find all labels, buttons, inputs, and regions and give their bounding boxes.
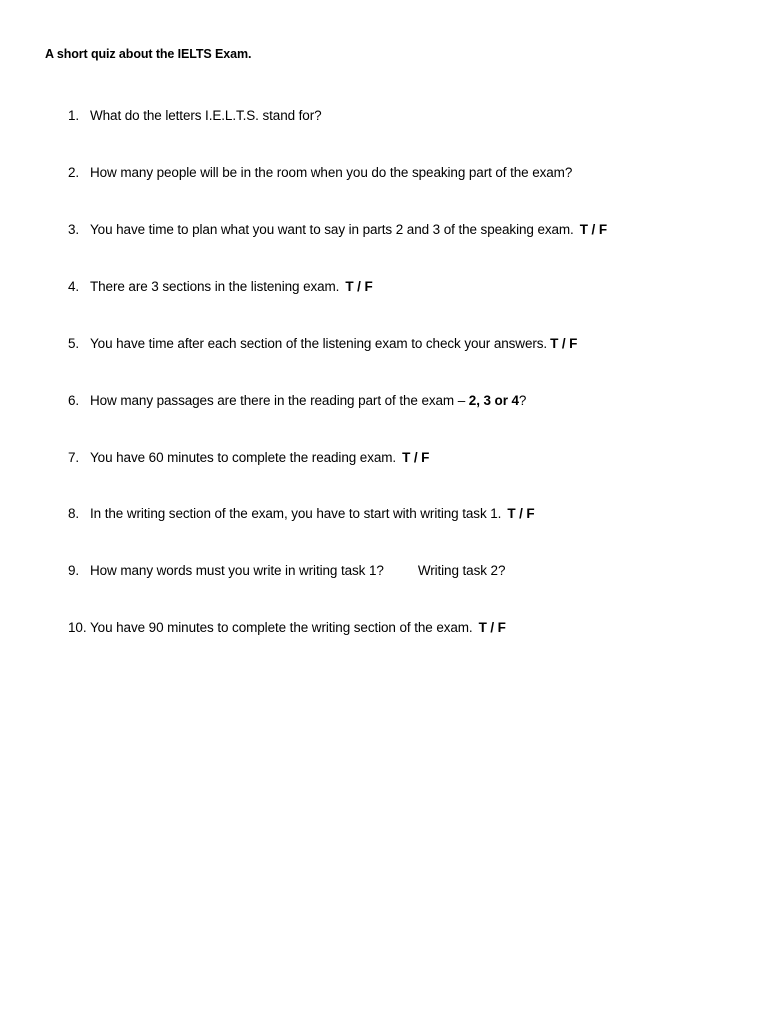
question-2 bbox=[68, 165, 572, 180]
question-number: 1. bbox=[68, 108, 80, 123]
quiz-title: A short quiz about the IELTS Exam. bbox=[45, 47, 252, 61]
true-false-marker: T / F bbox=[402, 450, 430, 465]
question-text: You have 60 minutes to complete the reading exam. bbox=[90, 450, 397, 465]
true-false-marker: T / F bbox=[478, 620, 506, 635]
question-text: How many words must you write in writing task 1? bbox=[90, 563, 384, 578]
true-false-marker: T / F bbox=[550, 336, 578, 351]
question-number: 7. bbox=[68, 450, 80, 465]
question-4 bbox=[68, 279, 373, 294]
question-suffix: ? bbox=[518, 393, 527, 408]
true-false-marker: T / F bbox=[507, 506, 535, 521]
question-number: 10. bbox=[68, 620, 87, 635]
question-number: 2. bbox=[68, 165, 80, 180]
question-3 bbox=[68, 222, 607, 237]
question-number: 9. bbox=[68, 563, 80, 578]
true-false-marker: T / F bbox=[345, 279, 373, 294]
question-6 bbox=[68, 393, 526, 408]
question-7 bbox=[68, 450, 429, 465]
question-text: There are 3 sections in the listening exam. bbox=[90, 279, 340, 294]
question-9 bbox=[68, 563, 505, 578]
question-10 bbox=[68, 620, 506, 635]
question-5 bbox=[68, 336, 577, 351]
question-8 bbox=[68, 506, 535, 521]
question-1 bbox=[68, 108, 322, 123]
question-number: 8. bbox=[68, 506, 80, 521]
question-number: 4. bbox=[68, 279, 80, 294]
answer-options: 2, 3 or 4 bbox=[468, 393, 519, 408]
question-number: 3. bbox=[68, 222, 80, 237]
question-text: In the writing section of the exam, you have to start with writing task 1. bbox=[90, 506, 502, 521]
question-text: You have 90 minutes to complete the writing section of the exam. bbox=[90, 620, 473, 635]
true-false-marker: T / F bbox=[579, 222, 607, 237]
question-text: How many passages are there in the reading part of the exam – bbox=[90, 393, 466, 408]
question-number: 6. bbox=[68, 393, 80, 408]
question-text: How many people will be in the room when you do the speaking part of the exam? bbox=[90, 165, 573, 180]
question-text-part-2: Writing task 2? bbox=[417, 563, 506, 578]
question-text: You have time to plan what you want to say in parts 2 and 3 of the speaking exam. bbox=[90, 222, 574, 237]
question-text: What do the letters I.E.L.T.S. stand for? bbox=[90, 108, 322, 123]
question-number: 5. bbox=[68, 336, 80, 351]
question-text: You have time after each section of the listening exam to check your answers. bbox=[90, 336, 548, 351]
